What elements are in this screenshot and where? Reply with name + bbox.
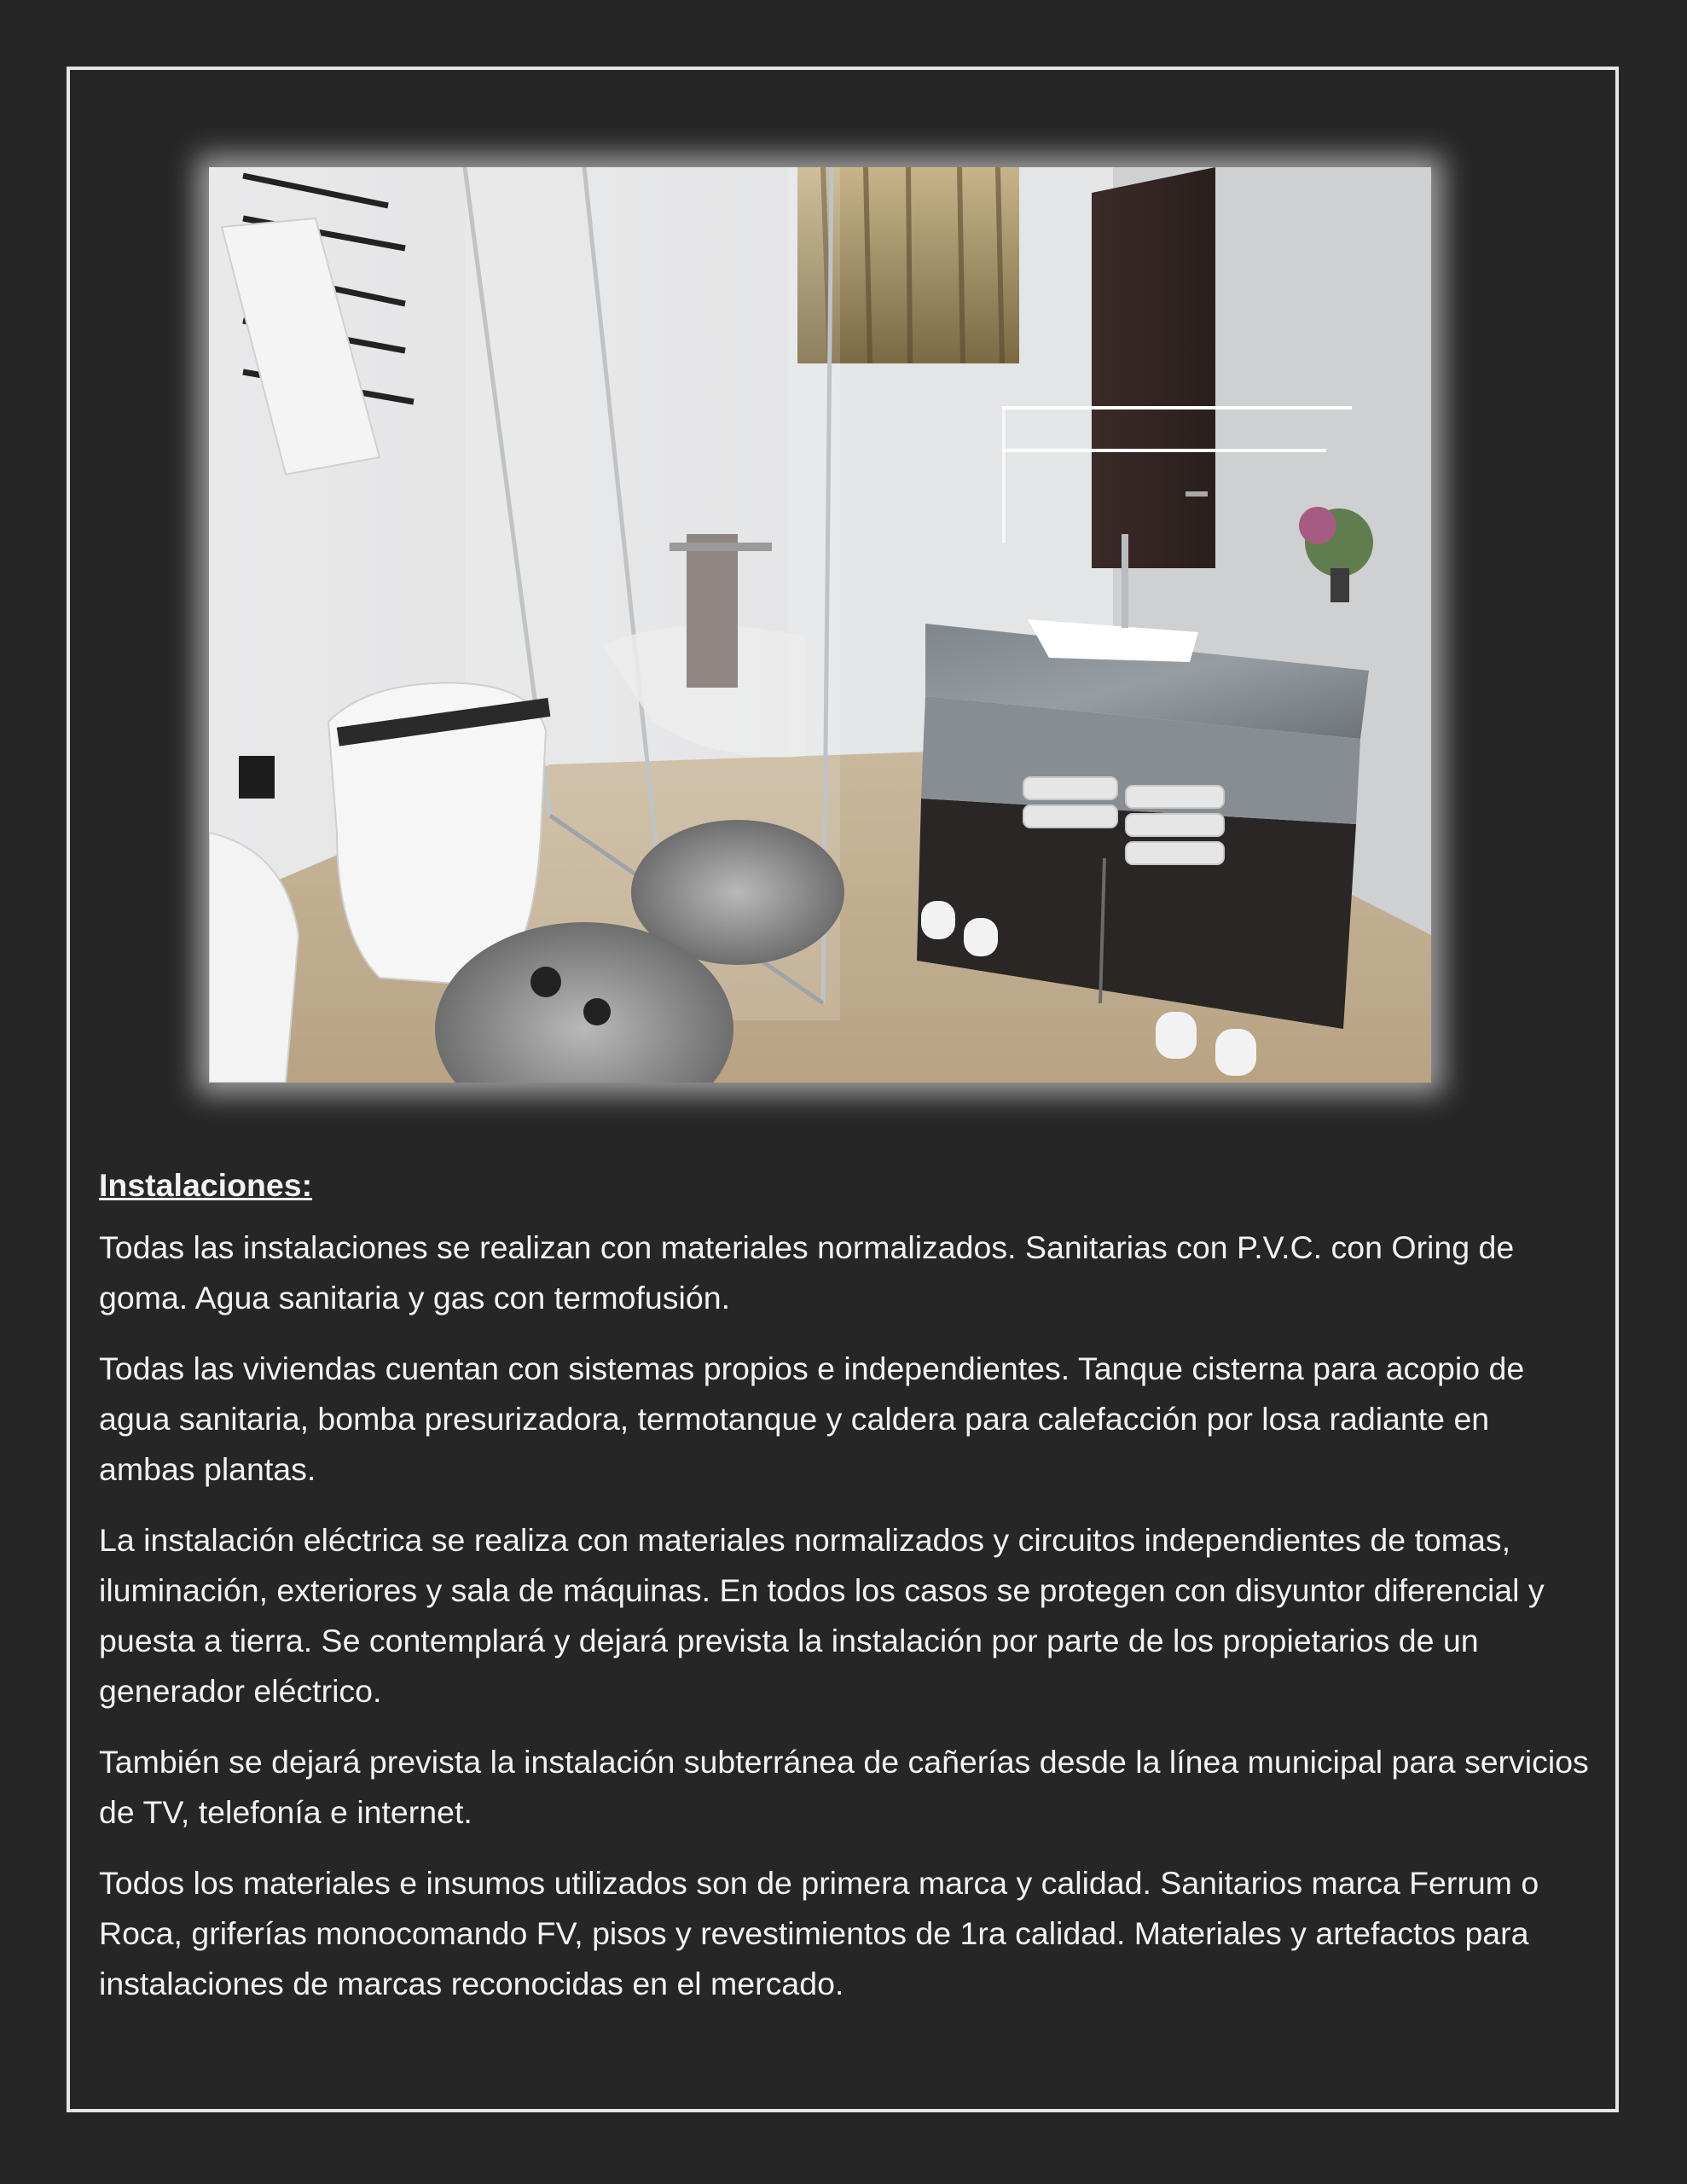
paragraph-materials: Todos los materiales e insumos utilizados son de primera marca y calidad. Sanitarios marca Ferrum o Roca, griferías monocomando FV, pisos y revestimientos de 1ra calidad. Materiales y artefactos para instalaciones de marcas reconocidas en el mercado. xyxy=(99,1865,1539,2001)
bathroom-illustration xyxy=(209,167,1431,1083)
paragraph-plumbing: Todas las instalaciones se realizan con materiales normalizados. Sanitarias con P.V.C. con Oring de goma. Agua sanitaria y gas con termofusión. xyxy=(99,1229,1515,1316)
paragraph-systems: Todas las viviendas cuentan con sistemas propios e independientes. Tanque cisterna para acopio de agua sanitaria, bomba presurizadora, termotanque y caldera para calefacción por losa radiante en ambas plantas. xyxy=(99,1350,1525,1487)
installations-section xyxy=(99,1160,1591,2030)
paragraph-telecom: También se dejará prevista la instalación subterránea de cañerías desde la línea municipal para servicios de TV, telefonía e internet. xyxy=(99,1744,1589,1830)
section-heading: Instalaciones: xyxy=(99,1167,313,1203)
bathroom-render-image xyxy=(209,167,1431,1083)
paragraph-electrical: La instalación eléctrica se realiza con materiales normalizados y circuitos independientes de tomas, iluminación, exteriores y sala de máquinas. En todos los casos se protegen con disyuntor diferencial y puesta a tierra. Se contemplará y dejará prevista la instalación por parte de los propietarios de un generador eléctrico. xyxy=(99,1522,1545,1709)
